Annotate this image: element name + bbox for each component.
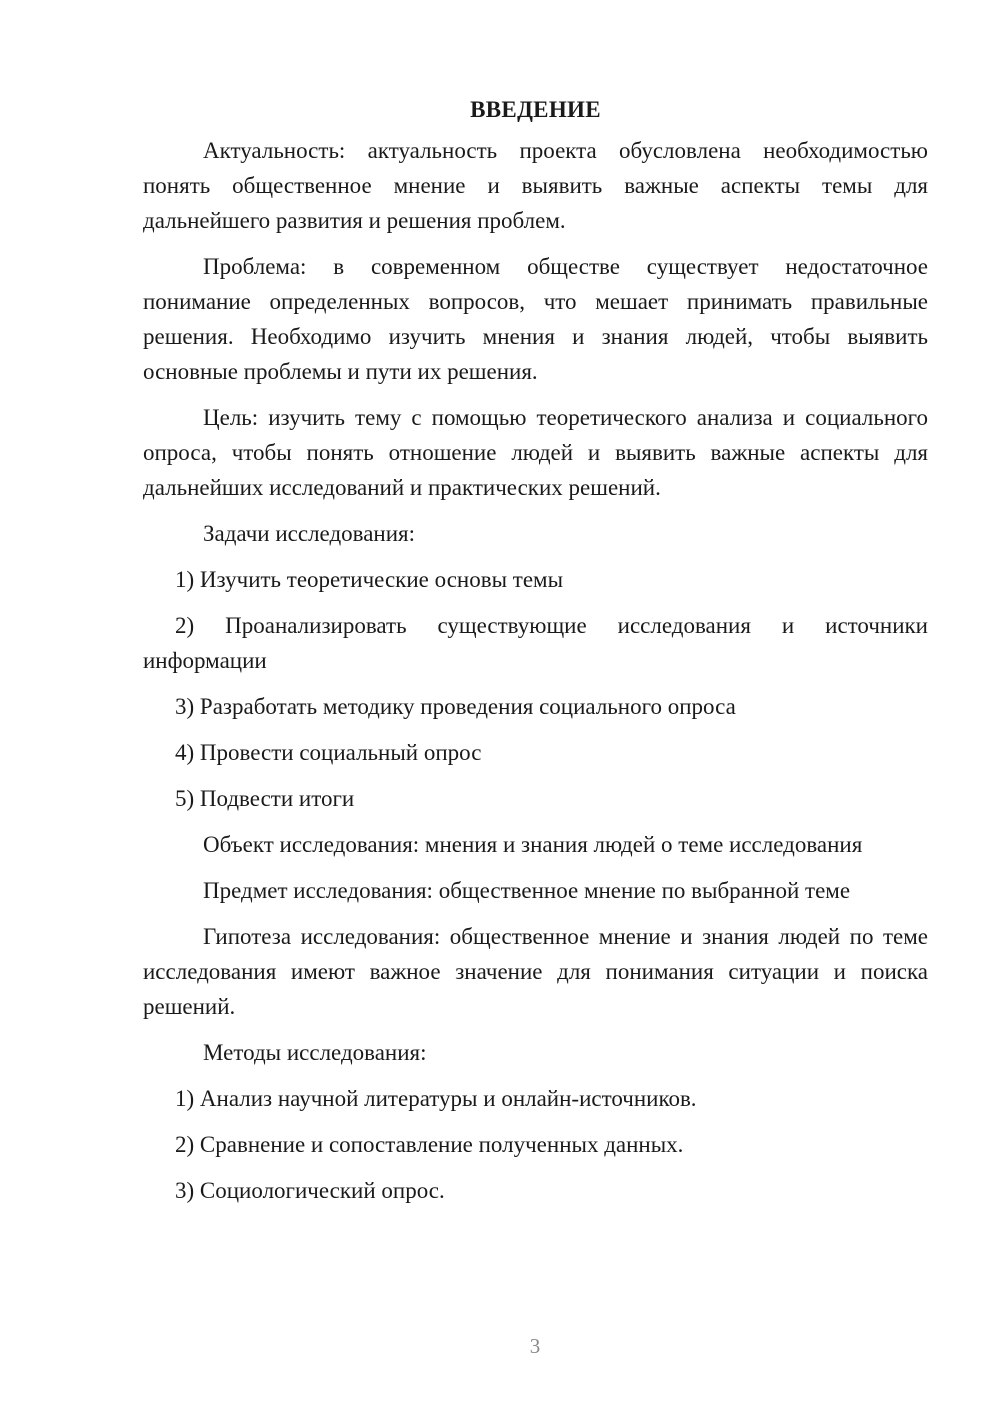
paragraph-hypothesis: Гипотеза исследования: общественное мнение и знания людей по теме исследования имеют важное значение для понимания ситуации и поиска решений. — [143, 924, 928, 1019]
method-item: 1) Анализ научной литературы и онлайн-источников. — [175, 1086, 697, 1111]
task-item: 5) Подвести итоги — [175, 786, 355, 811]
paragraph-subject: Предмет исследования: общественное мнение по выбранной теме — [203, 878, 851, 903]
page-number: 3 — [529, 1334, 541, 1358]
task-item: 3) Разработать методику проведения социального опроса — [175, 694, 736, 719]
tasks-heading: Задачи исследования: — [203, 521, 416, 546]
task-item: 2) Проанализировать существующие исследования и источники информации — [143, 613, 928, 673]
document-body — [143, 92, 928, 1219]
paragraph-object: Объект исследования: мнения и знания людей о теме исследования — [203, 832, 863, 857]
methods-heading: Методы исследования: — [203, 1040, 427, 1065]
method-item: 3) Социологический опрос. — [175, 1178, 445, 1203]
task-item: 4) Провести социальный опрос — [175, 740, 482, 765]
paragraph-problem: Проблема: в современном обществе существует недостаточное понимание определенных вопросов, что мешает принимать правильные решения. Необходимо изучить мнения и знания людей, чтобы выявить основные проблемы и пути их решения. — [143, 254, 928, 384]
method-item: 2) Сравнение и сопоставление полученных данных. — [175, 1132, 684, 1157]
paragraph-goal: Цель: изучить тему с помощью теоретического анализа и социального опроса, чтобы понять отношение людей и выявить важные аспекты для дальнейших исследований и практических решений. — [143, 405, 928, 500]
task-item: 1) Изучить теоретические основы темы — [175, 567, 564, 592]
page-title: ВВЕДЕНИЕ — [470, 97, 601, 122]
paragraph-relevance: Актуальность: актуальность проекта обусловлена необходимостью понять общественное мнение и выявить важные аспекты темы для дальнейшего развития и решения проблем. — [143, 138, 928, 233]
